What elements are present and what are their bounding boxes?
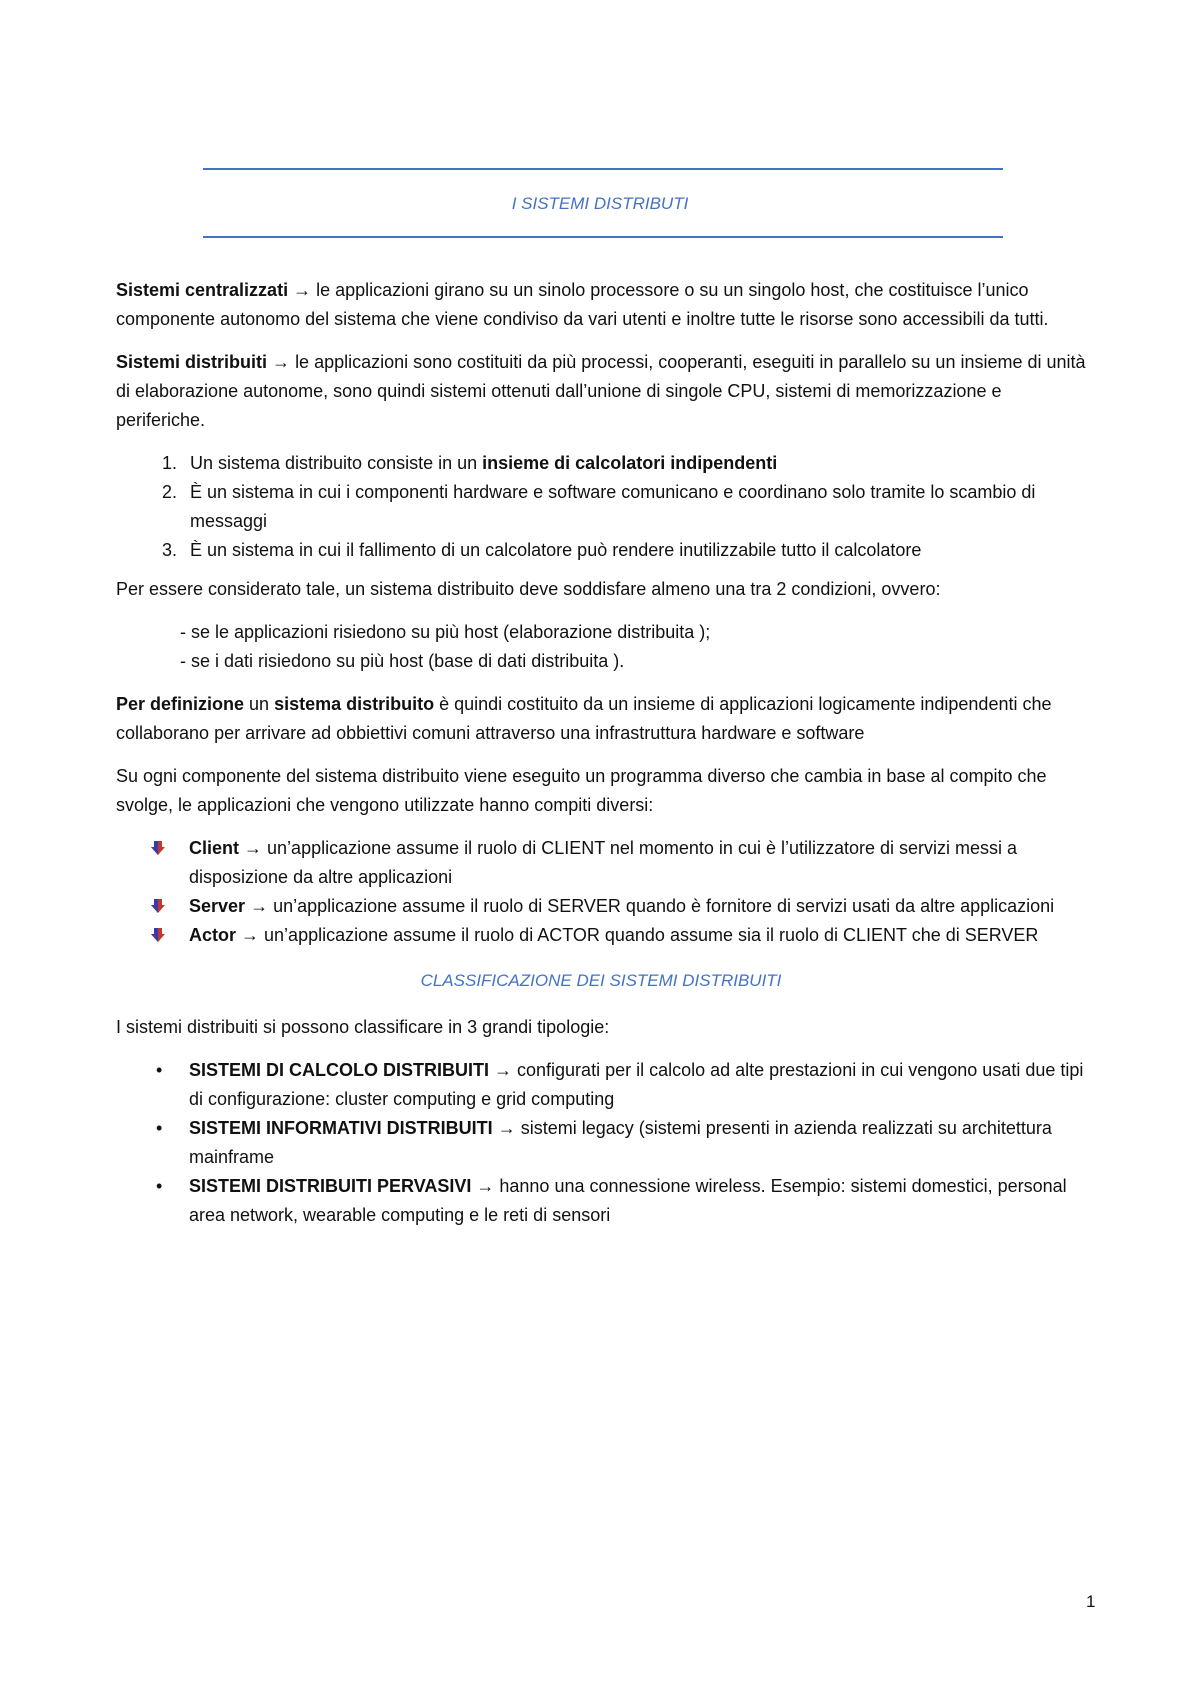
arrow-bullet-icon bbox=[150, 927, 166, 943]
arrow-icon: → bbox=[241, 925, 260, 945]
paragraph-definition: Per definizione un sistema distribuito è quindi costituito da un insieme di applicazioni logicamente indipendenti che collaborano per arrivare ad obbiettivi comuni attraverso una infrastruttura hardware e software bbox=[116, 694, 1052, 743]
section-heading: CLASSIFICAZIONE DEI SISTEMI DISTRIBUITI bbox=[420, 971, 782, 990]
list-item: Server → un’applicazione assume il ruolo di SERVER quando è fornitore di servizi usati da altre applicazioni bbox=[116, 892, 1086, 921]
list-item: 2. È un sistema in cui i componenti hardware e software comunicano e coordinano solo tramite lo scambio di messaggi bbox=[182, 478, 1086, 536]
page-title: I SISTEMI DISTRIBUTI bbox=[511, 194, 689, 213]
paragraph-conditions: Per essere considerato tale, un sistema distribuito deve soddisfare almeno una tra 2 condizioni, ovvero: bbox=[116, 579, 941, 599]
paragraph-components: Su ogni componente del sistema distribuito viene eseguito un programma diverso che cambia in base al compito che svolge, le applicazioni che vengono utilizzate hanno compiti diversi: bbox=[116, 766, 1047, 815]
bullet-icon: • bbox=[156, 1176, 163, 1196]
title-rule-bottom bbox=[203, 236, 1003, 238]
list-item: - se le applicazioni risiedono su più host (elaborazione distribuita ); bbox=[180, 622, 711, 642]
bullet-icon: • bbox=[156, 1060, 163, 1080]
arrow-icon: → bbox=[293, 280, 312, 300]
page-number: 1 bbox=[1086, 1592, 1096, 1611]
arrow-bullet-icon bbox=[150, 840, 166, 856]
term-centralized: Sistemi centralizzati bbox=[116, 280, 289, 300]
types-list bbox=[116, 1056, 1086, 1230]
body-text bbox=[116, 276, 1086, 1242]
list-item: Client → un’applicazione assume il ruolo di CLIENT nel momento in cui è l’utilizzatore di servizi messi a disposizione da altre applicazioni bbox=[116, 834, 1086, 892]
bullet-icon: • bbox=[156, 1118, 163, 1138]
paragraph-distributed bbox=[116, 348, 1086, 435]
list-item: 1. Un sistema distribuito consiste in un insieme di calcolatori indipendenti bbox=[182, 449, 1086, 478]
list-item: - se i dati risiedono su più host (base di dati distribuita ). bbox=[180, 651, 625, 671]
list-item: 3. È un sistema in cui il fallimento di un calcolatore può rendere inutilizzabile tutto il calcolatore bbox=[182, 536, 1086, 565]
paragraph-centralized bbox=[116, 276, 1086, 334]
title-rule-top bbox=[203, 168, 1003, 170]
arrow-icon: → bbox=[497, 1118, 516, 1138]
term-distributed: Sistemi distribuiti bbox=[116, 352, 268, 372]
list-item: • SISTEMI DI CALCOLO DISTRIBUITI → configurati per il calcolo ad alte prestazioni in cui vengono usati due tipi di configurazione: cluster computing e grid computing bbox=[116, 1056, 1086, 1114]
list-item: • SISTEMI INFORMATIVI DISTRIBUITI → sistemi legacy (sistemi presenti in azienda realizzati su architettura mainframe bbox=[116, 1114, 1086, 1172]
list-item: Actor → un’applicazione assume il ruolo di ACTOR quando assume sia il ruolo di CLIENT che di SERVER bbox=[116, 921, 1086, 950]
numbered-list bbox=[116, 449, 1086, 565]
arrow-icon: → bbox=[250, 896, 269, 916]
arrow-icon: → bbox=[476, 1176, 495, 1196]
list-item: • SISTEMI DISTRIBUITI PERVASIVI → hanno una connessione wireless. Esempio: sistemi domestici, personal area network, wearable computing e le reti di sensori bbox=[116, 1172, 1086, 1230]
conditions-list bbox=[180, 618, 1086, 676]
arrow-bullet-icon bbox=[150, 898, 166, 914]
paragraph-text: le applicazioni girano su un sinolo processore o su un singolo host, che costituisce l’unico componente autonomo del sistema che viene condiviso da vari utenti e inoltre tutte le risorse sono accessibili da tutti. bbox=[116, 280, 1049, 329]
paragraph-text: le applicazioni sono costituiti da più processi, cooperanti, eseguiti in parallelo su un insieme di unità di elaborazione autonome, sono quindi sistemi ottenuti dall’unione di singole CPU, sistemi di memorizzazione e periferiche. bbox=[116, 352, 1086, 430]
arrow-icon: → bbox=[272, 352, 291, 372]
arrow-icon: → bbox=[244, 838, 263, 858]
paragraph-classification: I sistemi distribuiti si possono classificare in 3 grandi tipologie: bbox=[116, 1017, 610, 1037]
arrow-icon: → bbox=[494, 1060, 513, 1080]
roles-list bbox=[116, 834, 1086, 950]
